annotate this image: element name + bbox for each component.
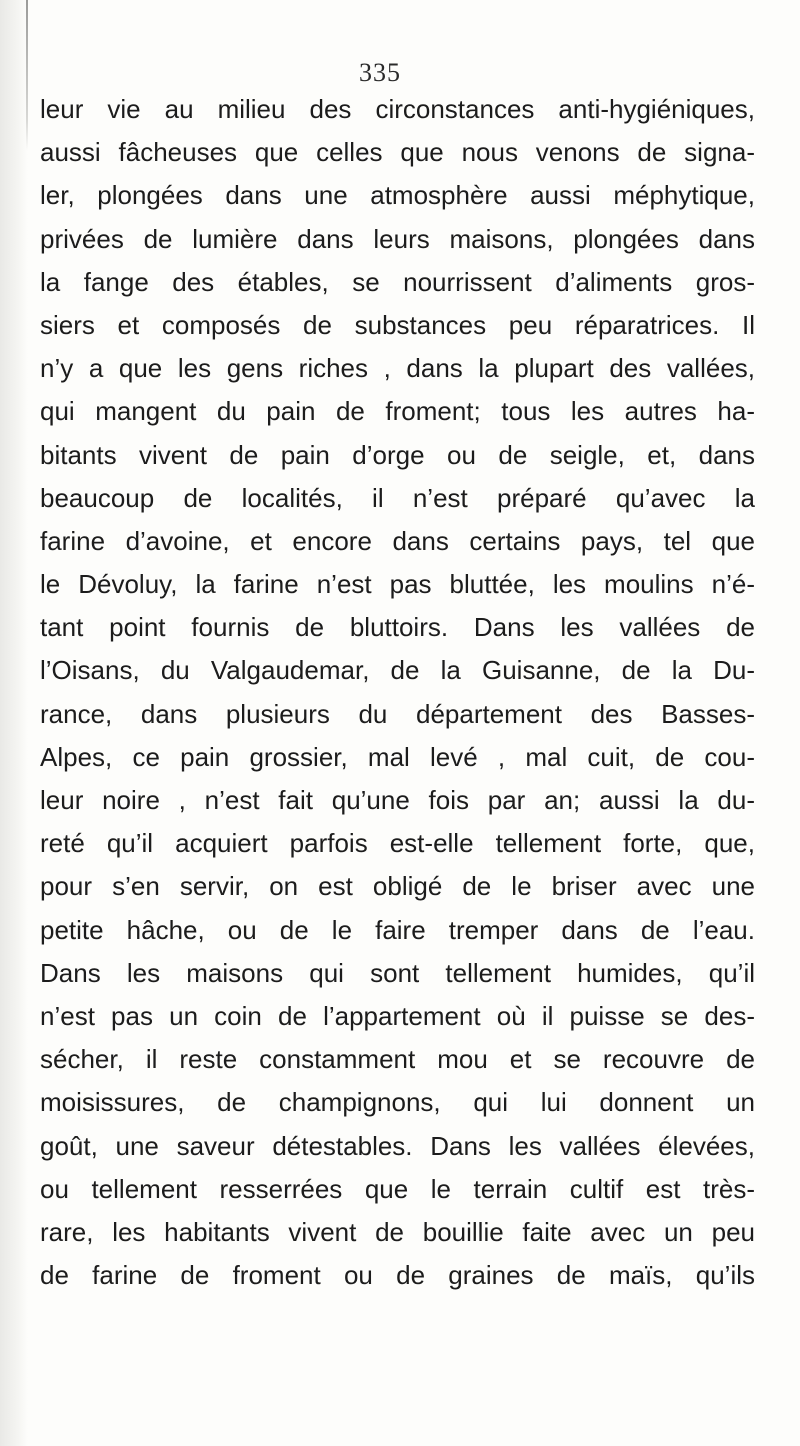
- text-line: petite hâche, ou de le faire tremper dans de l’eau.: [40, 914, 755, 945]
- text-line: n’est pas un coin de l’appartement où il puisse se des-: [40, 1000, 755, 1031]
- page-gutter-shadow: [0, 0, 28, 1446]
- text-line: rance, dans plusieurs du département des Basses-: [40, 698, 755, 729]
- text-line: leur vie au milieu des circonstances anti-hygiéniques,: [40, 94, 755, 124]
- text-line: l’Oisans, du Valgaudemar, de la Guisanne, de la Du-: [40, 655, 755, 686]
- text-line: Alpes, ce pain grossier, mal levé , mal cuit, de cou-: [40, 741, 755, 772]
- text-line: ou tellement resserrées que le terrain cultif est très-: [40, 1173, 755, 1204]
- text-line: n’y a que les gens riches , dans la plupart des vallées,: [40, 353, 755, 384]
- text-line: reté qu’il acquiert parfois est-elle tellement forte, que,: [40, 828, 755, 859]
- text-line: aussi fâcheuses que celles que nous venons de signa-: [40, 137, 755, 168]
- text-line: privées de lumière dans leurs maisons, plongées dans: [40, 223, 755, 254]
- text-line: bitants vivent de pain d’orge ou de seigle, et, dans: [40, 439, 755, 470]
- page-number: 335: [359, 58, 401, 87]
- text-line: rare, les habitants vivent de bouillie faite avec un peu: [40, 1216, 755, 1247]
- text-line: de farine de froment ou de graines de maïs, qu’ils: [40, 1260, 755, 1291]
- text-line: farine d’avoine, et encore dans certains pays, tel que: [40, 525, 755, 556]
- text-line: ler, plongées dans une atmosphère aussi méphytique,: [40, 180, 755, 211]
- text-line: pour s’en servir, on est obligé de le briser avec une: [40, 871, 755, 902]
- text-line: goût, une saveur détestables. Dans les vallées élevées,: [40, 1130, 755, 1161]
- text-line: la fange des étables, se nourrissent d’aliments gros-: [40, 266, 755, 297]
- text-line: siers et composés de substances peu réparatrices. Il: [40, 309, 755, 340]
- text-line: sécher, il reste constamment mou et se recouvre de: [40, 1044, 755, 1075]
- text-line: Dans les maisons qui sont tellement humides, qu’il: [40, 957, 755, 988]
- text-line: le Dévoluy, la farine n’est pas bluttée, les moulins n’é-: [40, 569, 755, 600]
- text-line: leur noire , n’est fait qu’une fois par an; aussi la du-: [40, 785, 755, 815]
- text-line: beaucoup de localités, il n’est préparé qu’avec la: [40, 482, 755, 513]
- text-line: tant point fournis de bluttoirs. Dans les vallées de: [40, 612, 755, 643]
- text-line: moisissures, de champignons, qui lui donnent un: [40, 1087, 755, 1118]
- body-text: [40, 88, 755, 1297]
- text-line: qui mangent du pain de froment; tous les autres ha-: [40, 396, 755, 427]
